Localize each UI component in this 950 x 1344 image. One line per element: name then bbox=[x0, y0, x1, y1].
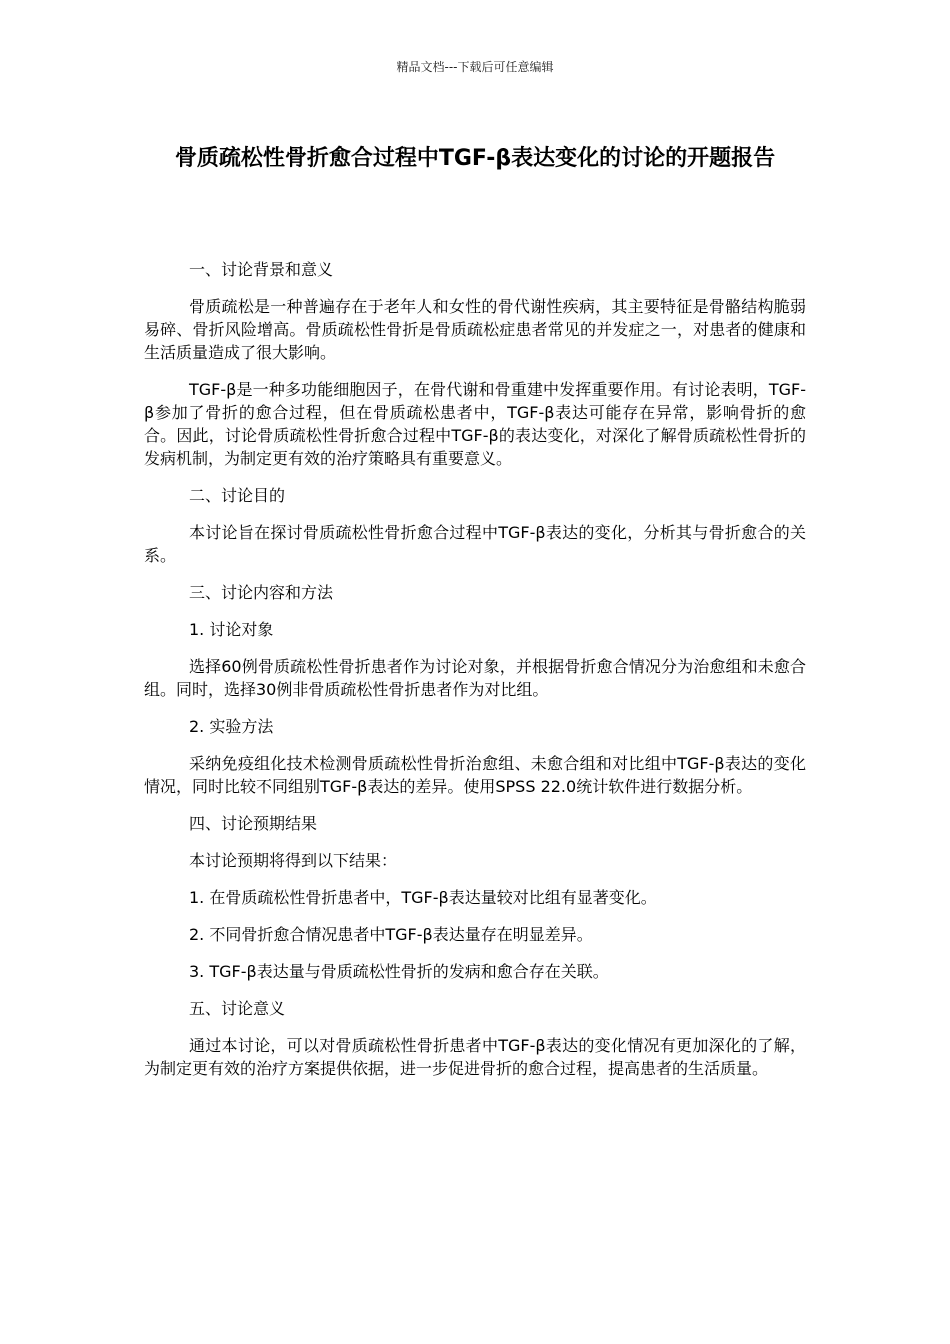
page-header-note: 精品文档---下载后可任意编辑 bbox=[396, 60, 554, 74]
section-heading-background: 一、讨论背景和意义 bbox=[189, 260, 334, 279]
section-heading-purpose: 二、讨论目的 bbox=[189, 486, 286, 505]
section-heading-expected-results: 四、讨论预期结果 bbox=[189, 814, 318, 833]
subheading-methods: 2. 实验方法 bbox=[189, 717, 274, 736]
list-item-result-3: 3. TGF-β表达量与骨质疏松性骨折的发病和愈合存在关联。 bbox=[189, 962, 609, 981]
paragraph-tgf-beta-role: TGF-β是一种多功能细胞因子，在骨代谢和骨重建中发挥重要作用。有讨论表明，TGF-β参加了骨折的愈合过程，但在骨质疏松患者中，TGF-β表达可能存在异常，影响骨折的愈合。因此，讨论骨质疏松性骨折愈合过程中TGF-β的表达变化，对深化了解骨质疏松性骨折的发病机制，为制定更有效的治疗策略具有重要意义。 bbox=[144, 380, 806, 468]
paragraph-expected-intro: 本讨论预期将得到以下结果： bbox=[189, 851, 398, 870]
paragraph-osteoporosis-intro: 骨质疏松是一种普遍存在于老年人和女性的骨代谢性疾病，其主要特征是骨骼结构脆弱易碎、骨折风险增高。骨质疏松性骨折是骨质疏松症患者常见的并发症之一，对患者的健康和生活质量造成了很大影响。 bbox=[144, 297, 806, 362]
paragraph-significance: 通过本讨论，可以对骨质疏松性骨折患者中TGF-β表达的变化情况有更加深化的了解，为制定更有效的治疗方案提供依据，进一步促进骨折的愈合过程，提高患者的生活质量。 bbox=[144, 1036, 806, 1078]
section-heading-significance: 五、讨论意义 bbox=[189, 999, 286, 1018]
paragraph-subjects: 选择60例骨质疏松性骨折患者作为讨论对象，并根据骨折愈合情况分为治愈组和未愈合组。同时，选择30例非骨质疏松性骨折患者作为对比组。 bbox=[144, 657, 806, 699]
list-item-result-2: 2. 不同骨折愈合情况患者中TGF-β表达量存在明显差异。 bbox=[189, 925, 593, 944]
paragraph-methods: 采纳免疫组化技术检测骨质疏松性骨折治愈组、未愈合组和对比组中TGF-β表达的变化情况，同时比较不同组别TGF-β表达的差异。使用SPSS 22.0统计软件进行数据分析。 bbox=[144, 754, 806, 796]
document-body bbox=[144, 258, 806, 1094]
document-title: 骨质疏松性骨折愈合过程中TGF-β表达变化的讨论的开题报告 bbox=[174, 146, 776, 171]
subheading-subjects: 1. 讨论对象 bbox=[189, 620, 274, 639]
section-heading-content-methods: 三、讨论内容和方法 bbox=[189, 583, 334, 602]
list-item-result-1: 1. 在骨质疏松性骨折患者中，TGF-β表达量较对比组有显著变化。 bbox=[189, 888, 657, 907]
paragraph-purpose: 本讨论旨在探讨骨质疏松性骨折愈合过程中TGF-β表达的变化，分析其与骨折愈合的关系。 bbox=[144, 523, 806, 565]
